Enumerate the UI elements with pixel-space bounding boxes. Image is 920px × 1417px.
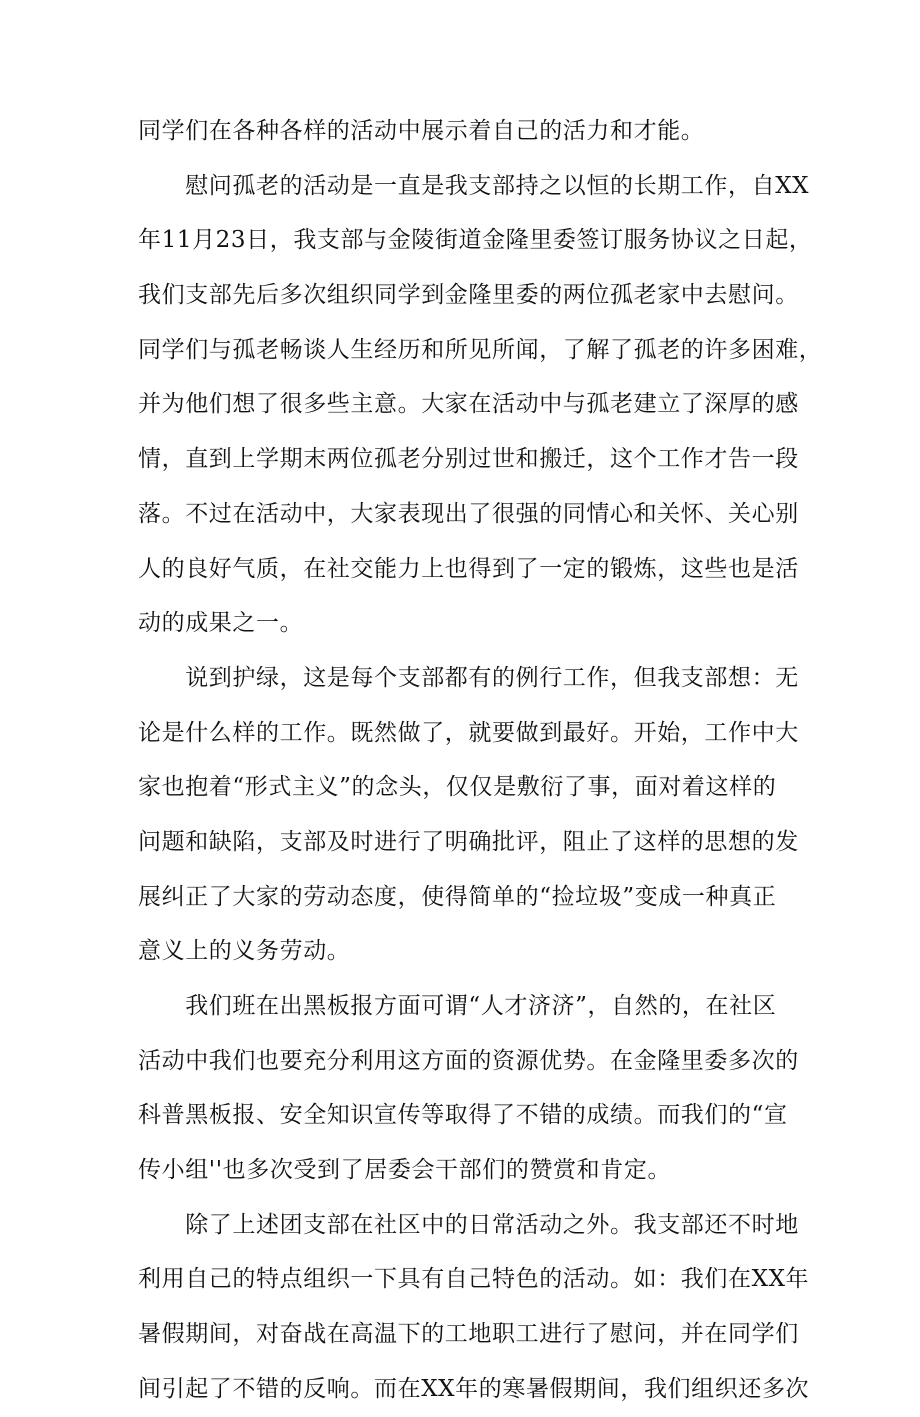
text-line: 并为他们想了很多些主意。大家在活动中与孤老建立了深厚的感 <box>138 391 799 418</box>
text-line: 说到护绿，这是每个支部都有的例行工作，但我支部想：无 <box>138 664 799 691</box>
text-line: 论是什么样的工作。既然做了，就要做到最好。开始，工作中大 <box>138 719 799 746</box>
text-line: 科普黑板报、安全知识宣传等取得了不错的成绩。而我们的“宣 <box>138 1102 788 1129</box>
text-line: 我们支部先后多次组织同学到金隆里委的两位孤老家中去慰问。 <box>138 282 799 309</box>
text-line: 传小组''也多次受到了居委会干部们的赞赏和肯定。 <box>138 1157 672 1184</box>
text-line: 落。不过在活动中，大家表现出了很强的同情心和关怀、关心别 <box>138 500 799 527</box>
text-line: 家也抱着“形式主义”的念头，仅仅是敷衍了事，面对着这样的 <box>138 774 777 801</box>
text-line: 活动中我们也要充分利用这方面的资源优势。在金隆里委多次的 <box>138 1047 799 1074</box>
body-text <box>138 104 823 1417</box>
text-line: 间引起了不错的反响。而在XX年的寒暑假期间，我们组织还多次 <box>138 1375 810 1402</box>
text-line: 利用自己的特点组织一下具有自己特色的活动。如：我们在XX年 <box>138 1266 810 1293</box>
text-line: 暑假期间，对奋战在高温下的工地职工进行了慰问，并在同学们 <box>138 1321 799 1348</box>
text-line: 情，直到上学期末两位孤老分别过世和搬迁，这个工作才告一段 <box>138 446 799 473</box>
text-line: 年11月23日，我支部与金陵街道金隆里委签订服务协议之日起， <box>138 227 813 254</box>
text-line: 人的良好气质，在社交能力上也得到了一定的锻炼，这些也是活 <box>138 555 799 582</box>
text-line: 同学们与孤老畅谈人生经历和所见所闻，了解了孤老的许多困难， <box>138 336 823 363</box>
text-line: 慰问孤老的活动是一直是我支部持之以恒的长期工作，自XX <box>138 172 810 199</box>
text-line: 除了上述团支部在社区中的日常活动之外。我支部还不时地 <box>138 1211 799 1238</box>
text-line: 意义上的义务劳动。 <box>138 938 351 965</box>
text-line: 动的成果之一。 <box>138 610 304 637</box>
text-line: 我们班在出黑板报方面可谓“人才济济”，自然的，在社区 <box>138 993 777 1019</box>
text-line: 同学们在各种各样的活动中展示着自己的活力和才能。 <box>138 118 705 144</box>
text-line: 问题和缺陷，支部及时进行了明确批评，阻止了这样的思想的发 <box>138 828 799 855</box>
text-line: 展纠正了大家的劳动态度，使得简单的“捡垃圾”变成一种真正 <box>138 883 777 910</box>
